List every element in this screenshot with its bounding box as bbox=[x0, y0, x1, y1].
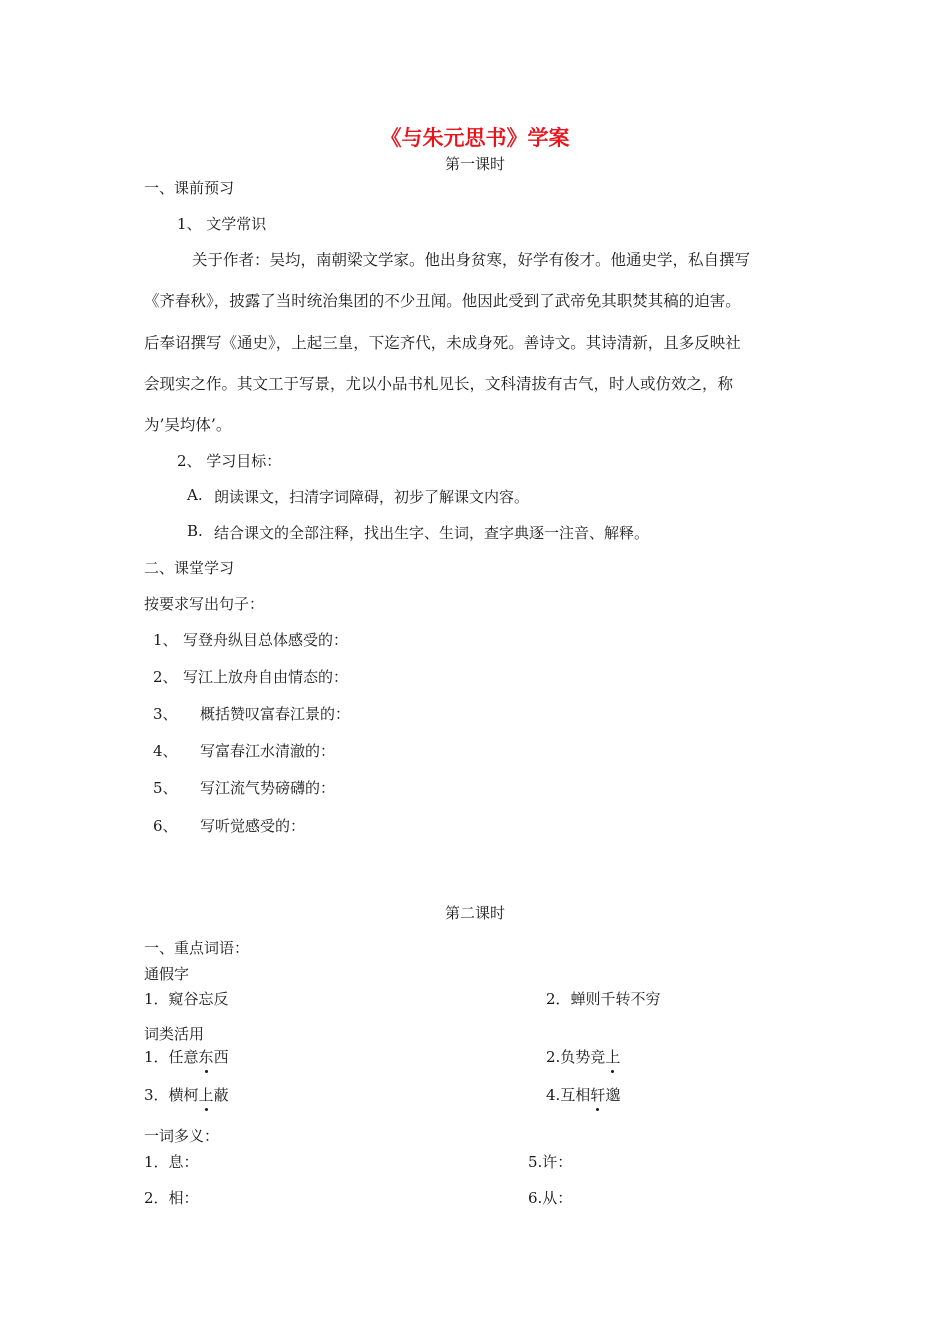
lesson1-heading: 第一课时 bbox=[444, 155, 505, 173]
task-3-number: 3、 bbox=[153, 705, 178, 723]
tongjia-label: 通假字 bbox=[144, 965, 190, 983]
task-6-number: 6、 bbox=[153, 817, 178, 835]
yici-item-1: 1．息： bbox=[144, 1153, 199, 1171]
task-2-number: 2、 bbox=[153, 668, 178, 686]
cilei-item-3: 3．横柯上蔽 bbox=[144, 1086, 229, 1104]
bio-line-5: 为’吴均体’。 bbox=[144, 416, 232, 434]
task-3-text: 概括赞叹富春江景的： bbox=[200, 705, 351, 723]
task-5-number: 5、 bbox=[153, 779, 178, 797]
task-5-text: 写江流气势磅礴的： bbox=[200, 779, 336, 797]
goal-a-marker: A. bbox=[187, 486, 203, 504]
goal-b-marker: B. bbox=[187, 522, 203, 540]
bio-line-1: 关于作者：吴均，南朝梁文学家。他出身贫寒，好学有俊才。他通史学，私自撰写 bbox=[192, 251, 751, 269]
lesson2-heading: 第二课时 bbox=[444, 904, 505, 922]
item-literary-knowledge: 1、 文学常识 bbox=[177, 215, 267, 233]
section-classroom: 二、课堂学习 bbox=[144, 559, 235, 577]
task-4-text: 写富春江水清澈的： bbox=[200, 742, 336, 760]
goal-a-text: 朗读课文，扫清字词障碍，初步了解课文内容。 bbox=[214, 488, 530, 506]
document-title: 《与朱元思书》学案 bbox=[380, 126, 570, 150]
cilei-item-4: 4.互相轩邈 bbox=[546, 1086, 621, 1104]
cilei-label: 词类活用 bbox=[144, 1025, 205, 1043]
bio-line-4: 会现实之作。其文工于写景，尤以小品书札见长，文科清拔有古气，时人或仿效之，称 bbox=[144, 375, 734, 393]
bio-line-2: 《齐春秋》，披露了当时统治集团的不少丑闻。他因此受到了武帝免其职焚其稿的迫害。 bbox=[144, 292, 741, 310]
instruction-text: 按要求写出句子： bbox=[144, 595, 265, 613]
task-1-number: 1、 bbox=[153, 631, 178, 649]
yici-item-6: 6.从： bbox=[528, 1189, 573, 1207]
yici-label: 一词多义： bbox=[144, 1127, 220, 1145]
yici-item-5: 5.许： bbox=[528, 1153, 573, 1171]
tongjia-item-1: 1．窥谷忘反 bbox=[144, 990, 229, 1008]
task-6-text: 写听觉感受的： bbox=[200, 817, 306, 835]
section-preview: 一、课前预习 bbox=[144, 179, 235, 197]
task-1-text: 写登舟纵目总体感受的： bbox=[183, 631, 349, 649]
bio-line-3: 后奉诏撰写《通史》，上起三皇，下迄齐代，未成身死。善诗文。其诗清新，且多反映社 bbox=[144, 334, 741, 352]
cilei-item-1: 1．任意东西 bbox=[144, 1048, 229, 1066]
task-2-text: 写江上放舟自由情态的： bbox=[183, 668, 349, 686]
section-key-words: 一、重点词语： bbox=[144, 939, 250, 957]
goal-b-text: 结合课文的全部注释，找出生字、生词，查字典逐一注音、解释。 bbox=[214, 524, 650, 542]
tongjia-item-2: 2．蝉则千转不穷 bbox=[546, 990, 661, 1008]
task-4-number: 4、 bbox=[153, 742, 178, 760]
cilei-item-2: 2.负势竞上 bbox=[546, 1048, 621, 1066]
item-learning-goals: 2、 学习目标： bbox=[177, 452, 282, 470]
yici-item-2: 2．相： bbox=[144, 1189, 199, 1207]
